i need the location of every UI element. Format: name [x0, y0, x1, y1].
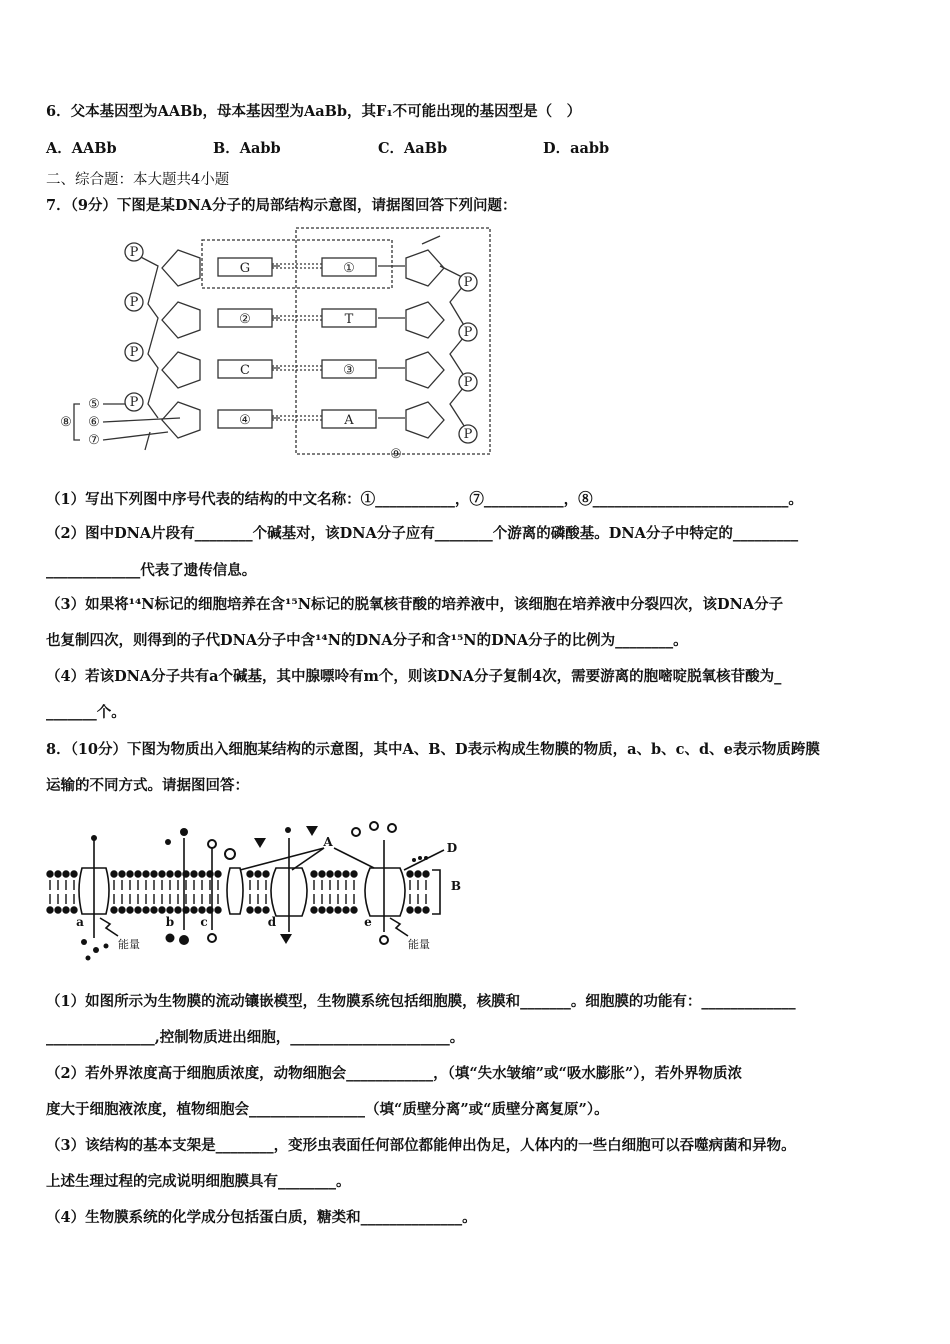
phospholipid-head: [175, 907, 181, 913]
q6-stem: 6．父本基因型为AABb，母本基因型为AaBb，其F₁不可能出现的基因型是（ ）: [46, 103, 582, 120]
phospholipid-head: [263, 907, 269, 913]
phospholipid-head: [351, 907, 357, 913]
energy-label-2: 能量: [408, 938, 430, 951]
phospholipid-head: [311, 907, 317, 913]
phospholipid-head: [215, 871, 221, 877]
phospholipid-head: [135, 907, 141, 913]
phospholipid-head: [151, 907, 157, 913]
q8-part3-cont: 上述生理过程的完成说明细胞膜具有________。: [46, 1173, 351, 1190]
svg-text:P: P: [129, 345, 139, 360]
q6-option-c: C．AaBb: [378, 140, 448, 157]
phospholipid-head: [351, 871, 357, 877]
phospholipid-head: [143, 871, 149, 877]
phospholipid-head: [319, 871, 325, 877]
phospholipid-head: [191, 871, 197, 877]
q8-part1: （1）如图所示为生物膜的流动镶嵌模型，生物膜系统包括细胞膜，核膜和_______。细胞膜的功能有：_____________: [46, 993, 796, 1010]
q6-option-b: B．Aabb: [213, 140, 281, 157]
phospholipid-head: [47, 907, 53, 913]
phospholipid-head: [327, 871, 333, 877]
energy-label-1: 能量: [118, 938, 140, 951]
label-A: A: [323, 835, 333, 849]
phospholipid-head: [255, 871, 261, 877]
svg-text:P: P: [463, 375, 473, 390]
phospholipid-head: [199, 907, 205, 913]
label-d: d: [267, 915, 277, 929]
phospholipid-head: [119, 907, 125, 913]
q8-part1-cont: _______________,控制物质进出细胞，______________________。: [46, 1029, 465, 1046]
q8-part2: （2）若外界浓度高于细胞质浓度，动物细胞会____________，（填“失水皱缩”或“吸水膨胀”），若外界物质浓: [46, 1065, 742, 1082]
phospholipid-head: [127, 871, 133, 877]
q7-part2-cont: _____________代表了遗传信息。: [46, 562, 257, 579]
phospholipid-head: [407, 907, 413, 913]
membrane-structure-diagram: [44, 818, 474, 963]
phospholipid-head: [71, 871, 77, 877]
base-left-4: ④: [239, 413, 251, 428]
phospholipid-head: [247, 907, 253, 913]
phospholipid-head: [407, 871, 413, 877]
phospholipid-head: [151, 871, 157, 877]
label-D: D: [446, 841, 458, 855]
phospholipid-head: [167, 871, 173, 877]
q7-part2: （2）图中DNA片段有________个碱基对，该DNA分子应有________个游离的磷酸基。DNA分子中特定的_________: [46, 525, 799, 542]
phospholipid-head: [55, 871, 61, 877]
section-heading: 二、综合题：本大题共4小题: [46, 172, 230, 188]
callout-6: ⑥: [88, 415, 100, 430]
callout-5: ⑤: [88, 397, 100, 412]
q8-stem-line1: 8．（10分）下图为物质出入细胞某结构的示意图，其中A、B、D表示构成生物膜的物质，a、b、c、d、e表示物质跨膜: [46, 741, 820, 758]
base-right-2: T: [344, 312, 354, 327]
phospholipid-head: [423, 871, 429, 877]
phospholipid-head: [159, 907, 165, 913]
phospholipid-head: [415, 907, 421, 913]
base-right-1: ①: [343, 261, 355, 276]
phospholipid-head: [247, 871, 253, 877]
phospholipid-head: [63, 871, 69, 877]
base-left-3: C: [240, 363, 250, 378]
svg-text:P: P: [463, 275, 473, 290]
phospholipid-head: [311, 871, 317, 877]
q7-part4: （4）若该DNA分子共有a个碱基，其中腺嘌呤有m个，则该DNA分子复制4次，需要游离的胞嘧啶脱氧核苷酸为_: [46, 668, 782, 685]
dna-structure-diagram: [50, 222, 500, 462]
label-a: a: [76, 915, 84, 929]
q8-part2-cont: 度大于细胞液浓度，植物细胞会________________（填“质壁分离”或“质壁分离复原”）。: [46, 1101, 609, 1118]
svg-text:P: P: [129, 295, 139, 310]
phospholipid-head: [191, 907, 197, 913]
label-b: b: [165, 915, 175, 929]
q7-part3: （3）如果将¹⁴N标记的细胞培养在含¹⁵N标记的脱氧核苷酸的培养液中，该细胞在培养液中分裂四次，该DNA分子: [46, 596, 784, 613]
base-left-1: G: [239, 261, 251, 276]
q7-part3-cont: 也复制四次，则得到的子代DNA分子中含¹⁴N的DNA分子和含¹⁵N的DNA分子的比例为________。: [46, 632, 688, 649]
phospholipid-head: [343, 871, 349, 877]
phospholipid-head: [215, 907, 221, 913]
label-B: B: [450, 879, 462, 893]
phospholipid-head: [423, 907, 429, 913]
phospholipid-head: [143, 907, 149, 913]
base-right-4: A: [344, 413, 354, 428]
phospholipid-head: [127, 907, 133, 913]
svg-text:P: P: [463, 325, 473, 340]
phospholipid-head: [255, 907, 261, 913]
phospholipid-head: [327, 907, 333, 913]
base-left-2: ②: [239, 312, 251, 327]
q6-option-a: A．AABb: [46, 140, 117, 157]
phospholipid-head: [71, 907, 77, 913]
phospholipid-head: [111, 871, 117, 877]
phospholipid-head: [319, 907, 325, 913]
phospholipid-head: [343, 907, 349, 913]
q8-stem-line2: 运输的不同方式。请据图回答：: [46, 777, 249, 794]
phospholipid-head: [55, 907, 61, 913]
q8-part4: （4）生物膜系统的化学成分包括蛋白质，糖类和______________。: [46, 1209, 477, 1226]
phospholipid-head: [199, 871, 205, 877]
callout-8: ⑧: [60, 415, 72, 430]
phospholipid-head: [63, 907, 69, 913]
svg-text:P: P: [463, 427, 473, 442]
svg-text:P: P: [129, 245, 139, 260]
q6-option-d: D．aabb: [543, 140, 610, 157]
callout-7: ⑦: [88, 433, 100, 448]
phospholipid-head: [415, 871, 421, 877]
base-right-3: ③: [343, 363, 355, 378]
phospholipid-head: [47, 871, 53, 877]
phospholipid-head: [119, 871, 125, 877]
svg-text:P: P: [129, 395, 139, 410]
q7-stem: 7．（9分）下图是某DNA分子的局部结构示意图，请据图回答下列问题：: [46, 197, 517, 214]
phospholipid-head: [135, 871, 141, 877]
q7-part4-cont: _______个。: [46, 704, 126, 721]
phospholipid-head: [263, 871, 269, 877]
label-e: e: [364, 915, 372, 929]
phospholipid-head: [175, 871, 181, 877]
phospholipid-head: [111, 907, 117, 913]
phospholipid-head: [335, 907, 341, 913]
phospholipid-head: [159, 871, 165, 877]
callout-9: ⑨: [390, 447, 402, 462]
phospholipid-head: [167, 907, 173, 913]
label-c: c: [200, 915, 208, 929]
q8-part3: （3）该结构的基本支架是________，变形虫表面任何部位都能伸出伪足，人体内的一些白细胞可以吞噬病菌和异物。: [46, 1137, 796, 1154]
phospholipid-head: [335, 871, 341, 877]
q7-part1: （1）写出下列图中序号代表的结构的中文名称：①___________，⑦___________，⑧___________________________。: [46, 491, 803, 508]
